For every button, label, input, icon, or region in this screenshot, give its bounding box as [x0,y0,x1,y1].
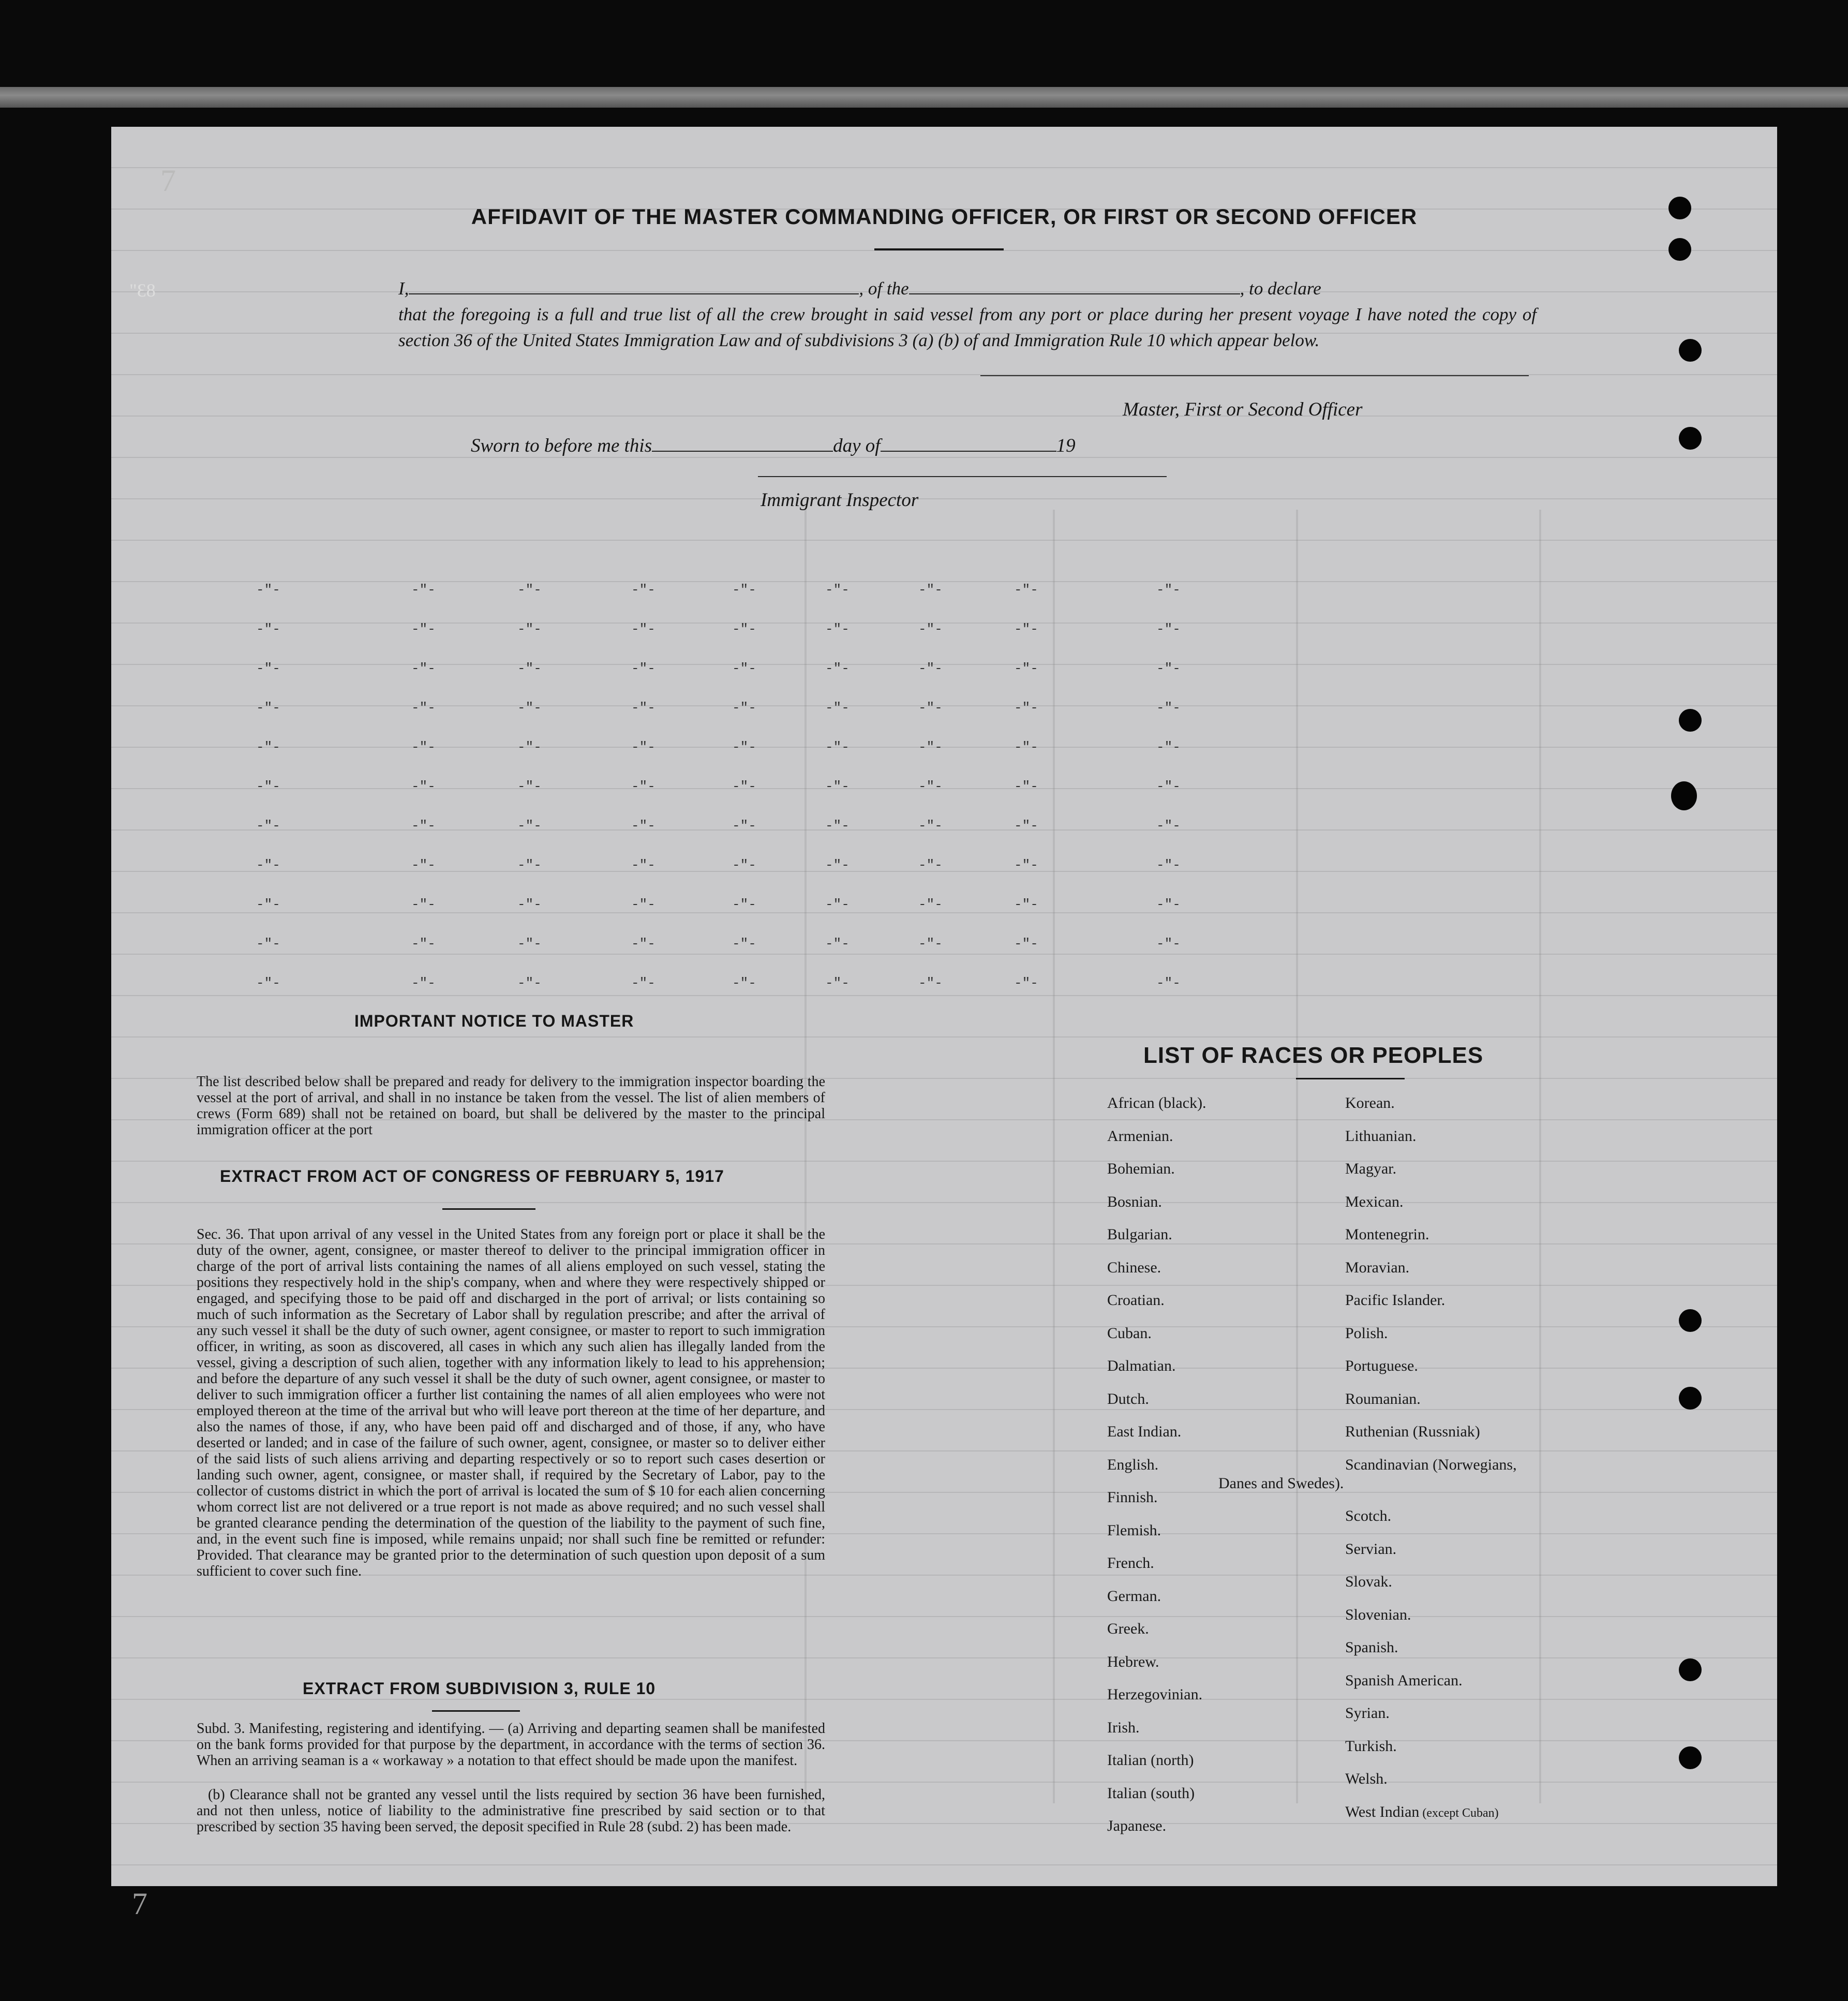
ditto-mark: -"- [1156,897,1181,912]
ditto-mark: -"- [825,700,850,716]
vessel-blank [909,278,1240,294]
rule-text-b: (b) Clearance shall not be granted any vessel until the lists required by section 36 have been furnished, and not then unless, notice of liability to the administrative fine prescribed by said section or to that prescribed by section 35 having been served, the deposit specified in Rule 28 (subd. 2) has been made. [197,1787,825,1835]
sworn-label: Sworn to before me this [471,435,652,456]
ditto-mark: -"- [256,897,280,912]
race-item: African (black). [1107,1094,1206,1111]
ditto-mark: -"- [918,936,943,952]
rule-heading: EXTRACT FROM SUBDIVISION 3, RULE 10 [303,1679,656,1698]
ditto-mark: -"- [631,700,655,716]
ditto-mark: -"- [411,936,436,952]
race-item: English. [1107,1456,1159,1473]
race-item: Portuguese. [1345,1357,1418,1374]
ditto-mark: -"- [1156,936,1181,952]
ditto-mark: -"- [1014,739,1038,755]
ditto-mark: -"- [256,700,280,716]
ditto-mark: -"- [256,739,280,755]
signature-line [980,375,1529,376]
ditto-mark: -"- [517,818,542,834]
ditto-mark: -"- [825,857,850,873]
race-item: Slovak. [1345,1573,1392,1590]
race-item: Polish. [1345,1324,1388,1342]
ditto-mark: -"- [918,661,943,676]
punch-hole [1679,427,1702,450]
affidavit-line-1 [398,276,1537,302]
ditto-mark: -"- [918,582,943,598]
race-item: East Indian. [1107,1423,1182,1440]
race-item: Spanish American. [1345,1671,1463,1689]
race-item: Korean. [1345,1094,1395,1111]
ditto-mark: -"- [825,779,850,794]
ditto-mark: -"- [825,582,850,598]
rule-text-a: Subd. 3. Manifesting, registering and identifying. — (a) Arriving and departing seamen shall be manifested on the bank forms provided for that purpose by the department, in accordance with the terms of section 36. When an arriving seaman is a « workaway » a notation to that effect should be made upon the manifest. [197,1721,825,1769]
race-item: Croatian. [1107,1292,1165,1309]
of-the-label: , of the [859,278,909,299]
race-item: Irish. [1107,1718,1140,1736]
ditto-mark: -"- [517,857,542,873]
affidavit-i: I, [398,278,409,299]
race-item: Flemish. [1107,1521,1161,1539]
ditto-mark: -"- [1156,779,1181,794]
bleed-through-column [804,510,807,1803]
sworn-day-blank [652,436,833,452]
name-blank [409,278,859,294]
ditto-mark: -"- [631,739,655,755]
race-item: Syrian. [1345,1704,1390,1722]
title-rule [874,248,1004,250]
ditto-mark: -"- [918,779,943,794]
inspector-label: Immigrant Inspector [761,490,919,511]
race-item: Japanese. [1107,1817,1167,1834]
race-item: Bosnian. [1107,1193,1162,1210]
race-item: Chinese. [1107,1258,1161,1276]
race-item: Turkish. [1345,1737,1397,1755]
race-item: Dalmatian. [1107,1357,1176,1374]
ditto-mark: -"- [1014,975,1038,991]
race-item: Lithuanian. [1345,1127,1417,1145]
ditto-mark: -"- [732,739,756,755]
ditto-mark: -"- [1156,621,1181,637]
notice-text: The list described below shall be prepared and ready for delivery to the immigration inspector boarding the vessel at the port of arrival, and shall in no instance be taken from the vessel. The list of alien members of crews (Form 689) shall not be retained on board, but shall be delivered by the master to the principal immigration officer at the port [197,1074,825,1138]
ditto-mark: -"- [411,582,436,598]
bleed-through-column [1539,510,1541,1803]
punch-hole [1679,1746,1702,1769]
races-rule [1296,1078,1405,1079]
race-item: Armenian. [1107,1127,1173,1145]
race-item: Ruthenian (Russniak) [1345,1423,1480,1440]
ditto-mark: -"- [732,857,756,873]
ditto-mark: -"- [1014,661,1038,676]
sworn-line [471,435,1299,457]
notice-heading: IMPORTANT NOTICE TO MASTER [354,1012,634,1030]
race-item: Spanish. [1345,1639,1398,1656]
race-item: Moravian. [1345,1258,1410,1276]
ditto-mark: -"- [1156,857,1181,873]
ditto-mark: -"- [1156,975,1181,991]
race-note: (except Cuban) [1419,1806,1499,1820]
punch-hole [1679,339,1702,362]
rule-divider [432,1710,520,1712]
ditto-mark: -"- [517,700,542,716]
race-item: Cuban. [1107,1324,1152,1342]
ditto-mark: -"- [825,897,850,912]
margin-pencil-mark: 7 [160,164,176,198]
ditto-mark: -"- [918,739,943,755]
ditto-mark: -"- [517,621,542,637]
race-item: Scotch. [1345,1507,1392,1524]
punch-hole [1671,781,1697,810]
race-item: Pacific Islander. [1345,1292,1445,1309]
race-item: Herzegovinian. [1107,1686,1203,1703]
ditto-mark: -"- [411,779,436,794]
ditto-mark: -"- [411,739,436,755]
ditto-mark: -"- [517,779,542,794]
ditto-mark: -"- [825,661,850,676]
race-item: Bohemian. [1107,1160,1175,1177]
affidavit-statement: that the foregoing is a full and true list of all the crew brought in said vessel from any port or place during her present voyage I have noted the copy of section 36 of the United States Immigration Law and of subdivisions 3 (a) (b) of and Immigration Rule 10 which appear below. [398,304,1537,350]
ditto-mark: -"- [1014,818,1038,834]
ditto-mark: -"- [1156,661,1181,676]
ditto-mark: -"- [411,700,436,716]
ditto-mark: -"- [1014,897,1038,912]
ditto-mark: -"- [631,582,655,598]
ditto-mark: -"- [1156,582,1181,598]
ditto-mark: -"- [1014,621,1038,637]
ditto-mark: -"- [411,897,436,912]
ditto-mark: -"- [411,975,436,991]
ditto-mark: -"- [256,857,280,873]
ditto-mark: -"- [631,621,655,637]
ditto-mark: -"- [918,818,943,834]
ditto-mark: -"- [732,621,756,637]
ditto-mark: -"- [411,661,436,676]
race-item: Italian (north) [1107,1752,1194,1769]
punch-hole [1679,1387,1702,1410]
ditto-mark: -"- [732,779,756,794]
ditto-mark: -"- [732,897,756,912]
margin-pencil-mark: 7 [132,1887,147,1921]
scanner-edge-strip [0,87,1848,108]
race-item: Magyar. [1345,1160,1397,1177]
ditto-mark: -"- [256,818,280,834]
race-item: Slovenian. [1345,1606,1411,1623]
affidavit-title: AFFIDAVIT OF THE MASTER COMMANDING OFFICER, OR FIRST OR SECOND OFFICER [471,204,1418,229]
ditto-mark: -"- [1014,936,1038,952]
ditto-mark: -"- [1014,779,1038,794]
ditto-mark: -"- [631,661,655,676]
ditto-mark: -"- [918,621,943,637]
race-item: Dutch. [1107,1390,1149,1407]
ditto-mark: -"- [918,700,943,716]
race-item: Mexican. [1345,1193,1404,1210]
ditto-mark: -"- [732,700,756,716]
sworn-month-blank [881,436,1056,452]
races-title: LIST OF RACES OR PEOPLES [1143,1043,1484,1068]
punch-hole [1679,1658,1702,1681]
punch-hole [1679,709,1702,732]
ditto-mark: -"- [1014,700,1038,716]
act-text: Sec. 36. That upon arrival of any vessel in the United States from any foreign port or place it shall be the duty of the owner, agent, consignee, or master thereof to deliver to the principal immigration officer in charge of the port of arrival lists containing the names of all aliens employed on such vessel, stating the positions they respectively hold in the ship's company, when and where they were respectively shipped or engaged, and specifying those to be paid off and discharged in the port of arrival; or lists containing so much of such information as the Secretary of Labor shall by regulation prescribe; and after the arrival of any such vessel it shall be the duty of such owner, agent consignee, or master to report to such immigration officer, in writing, as soon as discovered, all cases in which any such alien has illegally landed from the vessel, giving a description of such alien, together with any information likely to lead to his apprehension; and before the departure of any such vessel it shall be the duty of such owner, agent consignee, or master to deliver to such immigration officer a further list containing the names of all alien employees who were not employed thereon at the time of the arrival but who will leave port thereon at the time of her departure, and also the names of those, if any, who have been paid off and discharged and of those, if any, who have deserted or landed; and in case of the failure of such owner, agent, consignee, or master so to deliver either of the said lists of such aliens arriving and departing respectively or so to report such cases desertion or landing such owner, agent, consignee, or master shall, if required by the Secretary of Labor, pay to the collector of customs district in which the port of arrival is located the sum of $ 10 for each alien concerning whom correct list are not delivered or a true report is not made as above required; and no such vessel shall be granted clearance pending the determination of the question of the liability to the payment of such fine, and, in the event such fine is imposed, while remains unpaid; nor shall such fine be remitted or refunder: Provided. That clearance may be granted prior to the determination of such question upon deposit of a sum sufficient to cover such fine. [197,1226,825,1579]
year-prefix: 19 [1056,435,1076,456]
ditto-mark: -"- [631,818,655,834]
ditto-mark: -"- [517,661,542,676]
race-item: French. [1107,1554,1154,1572]
punch-hole [1668,197,1691,219]
ditto-mark: -"- [732,582,756,598]
punch-hole [1668,238,1691,261]
race-item: West Indian (except Cuban) [1345,1803,1499,1820]
race-item: Hebrew. [1107,1653,1159,1670]
ditto-mark: -"- [631,975,655,991]
race-item: Montenegrin. [1345,1226,1429,1243]
ditto-mark: -"- [631,857,655,873]
ditto-mark: -"- [631,936,655,952]
race-item: Roumanian. [1345,1390,1421,1407]
ditto-mark: -"- [517,897,542,912]
ditto-mark: -"- [256,621,280,637]
race-item: Servian. [1345,1540,1397,1558]
margin-stamp-mark: "Ɛ8 [129,280,156,301]
ditto-mark: -"- [1156,818,1181,834]
ditto-mark: -"- [825,975,850,991]
ditto-mark: -"- [411,818,436,834]
affidavit-body [398,276,1537,353]
ditto-mark: -"- [825,936,850,952]
act-rule [442,1208,535,1210]
ditto-mark: -"- [825,818,850,834]
ditto-mark: -"- [256,582,280,598]
race-item: Greek. [1107,1620,1149,1637]
ditto-mark: -"- [517,582,542,598]
bleed-through-column [1296,510,1298,1803]
ditto-mark: -"- [517,936,542,952]
ditto-mark: -"- [631,897,655,912]
act-heading: EXTRACT FROM ACT OF CONGRESS OF FEBRUARY 5, 1917 [220,1167,724,1185]
ditto-mark: -"- [1014,582,1038,598]
ditto-mark: -"- [732,936,756,952]
inspector-signature-line [758,476,1167,477]
race-item: Danes and Swedes). [1218,1474,1344,1492]
race-item: German. [1107,1587,1161,1605]
ditto-mark: -"- [732,975,756,991]
ditto-mark: -"- [256,779,280,794]
race-item: Italian (south) [1107,1784,1195,1802]
ditto-mark: -"- [918,975,943,991]
ditto-mark: -"- [256,936,280,952]
race-item: Welsh. [1345,1770,1388,1787]
ditto-mark: -"- [732,661,756,676]
ditto-mark: -"- [411,857,436,873]
bleed-through-ruling [111,127,1777,1886]
ditto-mark: -"- [256,975,280,991]
race-item: Scandinavian (Norwegians, [1345,1456,1517,1473]
ditto-mark: -"- [825,739,850,755]
to-declare-label: , to declare [1240,278,1321,299]
ditto-mark: -"- [256,661,280,676]
ditto-mark: -"- [918,897,943,912]
ditto-mark: -"- [732,818,756,834]
ditto-mark: -"- [631,779,655,794]
ditto-mark: -"- [517,739,542,755]
race-item: Finnish. [1107,1489,1158,1506]
ditto-mark: -"- [918,857,943,873]
document-page [111,127,1777,1921]
ditto-mark: -"- [1014,857,1038,873]
ditto-mark: -"- [517,975,542,991]
day-of-label: day of [833,435,881,456]
bleed-through-column [1053,510,1055,1803]
punch-hole [1679,1309,1702,1332]
ditto-mark: -"- [825,621,850,637]
ditto-mark: -"- [411,621,436,637]
ditto-mark: -"- [1156,700,1181,716]
master-signature-label: Master, First or Second Officer [1123,399,1363,420]
race-item: Bulgarian. [1107,1226,1172,1243]
ditto-mark: -"- [1156,739,1181,755]
